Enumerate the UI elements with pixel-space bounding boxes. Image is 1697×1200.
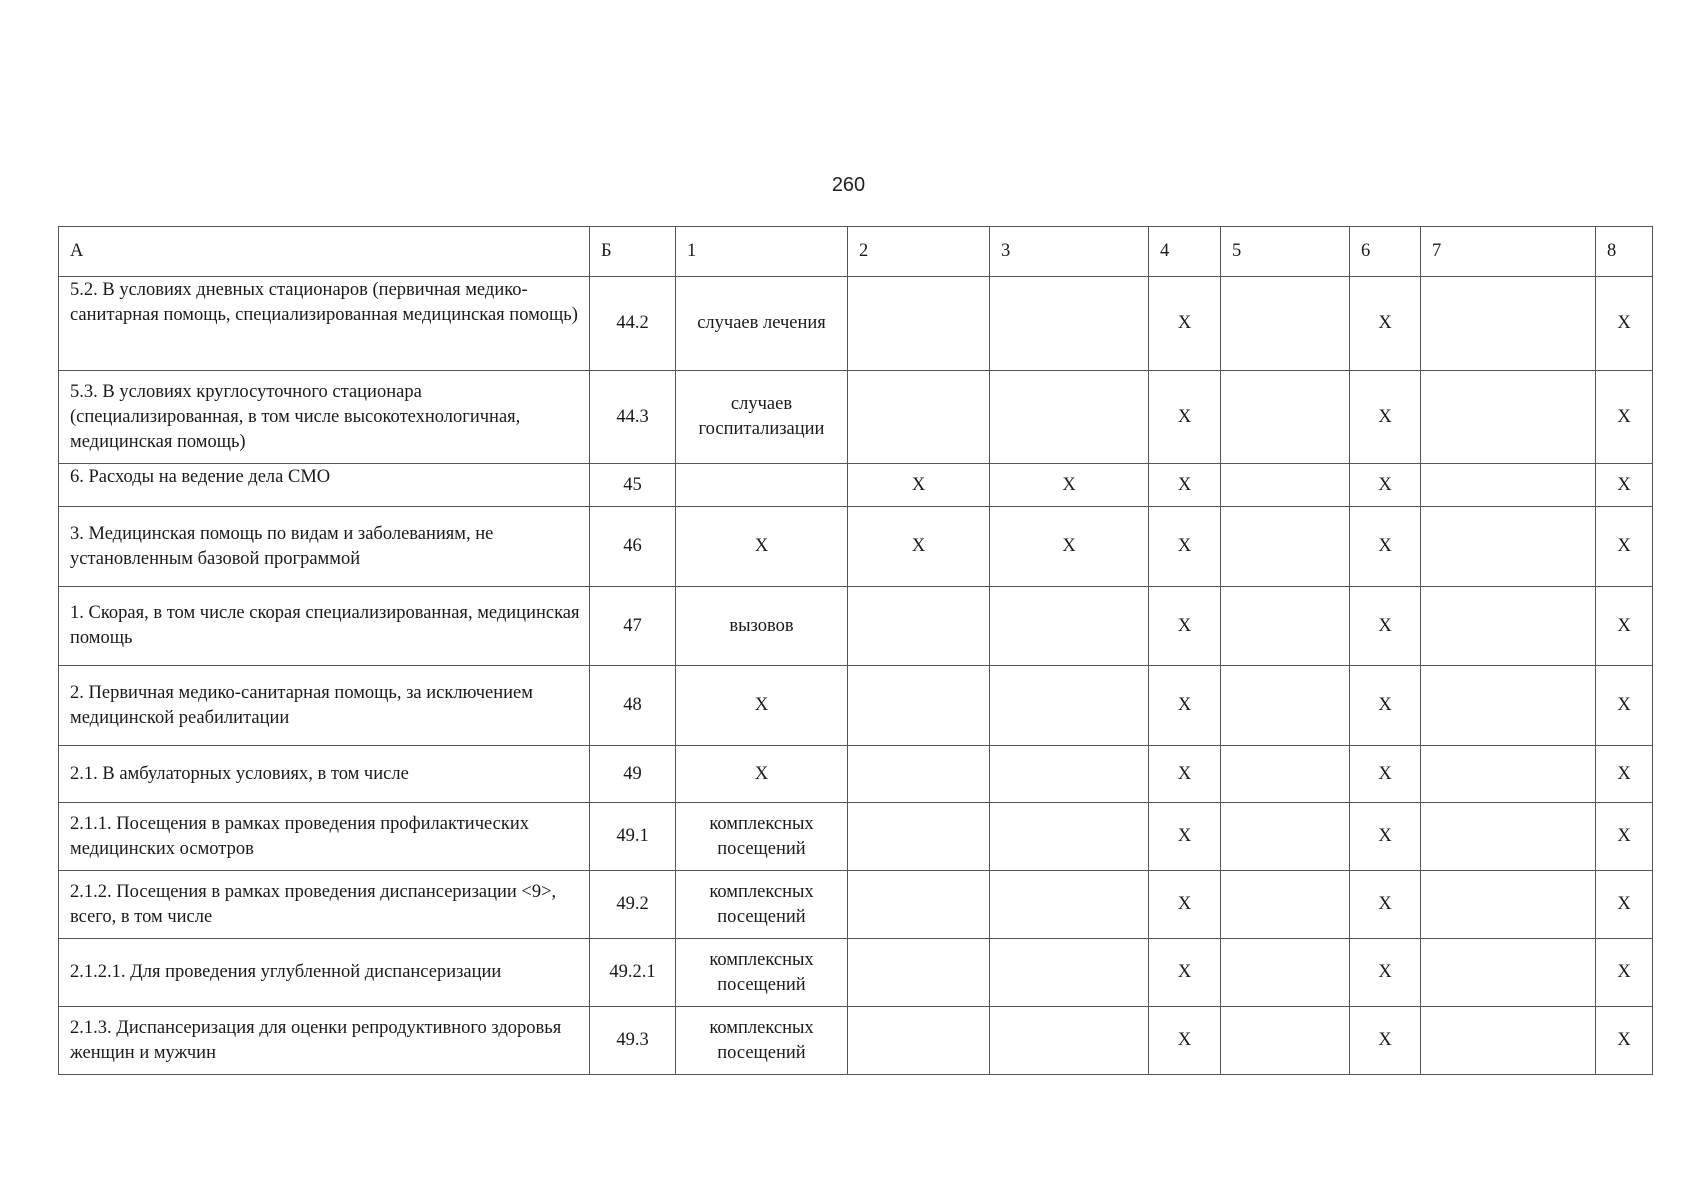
row-cell-2 [848,746,990,803]
row-cell-2 [848,277,990,371]
row-cell-2: X [848,464,990,507]
row-cell-8: X [1596,939,1653,1007]
row-cell-3 [990,277,1149,371]
row-cell-8: X [1596,507,1653,587]
header-cell-8: 8 [1596,227,1653,277]
row-label: 6. Расходы на ведение дела СМО [59,464,590,507]
row-cell-8: X [1596,464,1653,507]
row-cell-4: X [1149,371,1221,464]
row-code: 45 [590,464,676,507]
row-cell-6: X [1350,666,1421,746]
row-cell-6: X [1350,871,1421,939]
row-cell-6: X [1350,939,1421,1007]
row-unit: комплексных посещений [676,871,848,939]
row-cell-7 [1421,277,1596,371]
row-cell-5 [1221,507,1350,587]
header-cell-a: А [59,227,590,277]
row-cell-8: X [1596,871,1653,939]
row-code: 49.1 [590,803,676,871]
header-cell-7: 7 [1421,227,1596,277]
row-cell-3 [990,939,1149,1007]
row-code: 49.3 [590,1007,676,1075]
table-row [59,939,1653,1007]
row-cell-4: X [1149,871,1221,939]
row-cell-5 [1221,666,1350,746]
row-cell-5 [1221,277,1350,371]
row-label: 2.1.3. Диспансеризация для оценки репродуктивного здоровья женщин и мужчин [59,1007,590,1075]
table-row [59,371,1653,464]
row-cell-4: X [1149,746,1221,803]
row-cell-5 [1221,939,1350,1007]
row-cell-7 [1421,666,1596,746]
row-cell-7 [1421,871,1596,939]
row-cell-3 [990,587,1149,666]
row-cell-2: X [848,507,990,587]
row-cell-5 [1221,803,1350,871]
row-label: 2.1.1. Посещения в рамках проведения профилактических медицинских осмотров [59,803,590,871]
row-unit: X [676,746,848,803]
row-code: 49 [590,746,676,803]
row-unit: комплексных посещений [676,1007,848,1075]
row-cell-4: X [1149,1007,1221,1075]
row-cell-7 [1421,507,1596,587]
row-cell-4: X [1149,803,1221,871]
table-row [59,803,1653,871]
row-cell-7 [1421,939,1596,1007]
row-cell-7 [1421,1007,1596,1075]
row-cell-4: X [1149,587,1221,666]
data-table [58,226,1653,1075]
row-cell-4: X [1149,939,1221,1007]
row-cell-7 [1421,371,1596,464]
header-cell-6: 6 [1350,227,1421,277]
row-cell-6: X [1350,587,1421,666]
row-cell-4: X [1149,464,1221,507]
row-cell-6: X [1350,803,1421,871]
row-cell-6: X [1350,371,1421,464]
row-unit [676,464,848,507]
row-code: 44.3 [590,371,676,464]
row-code: 49.2.1 [590,939,676,1007]
row-cell-8: X [1596,1007,1653,1075]
row-cell-7 [1421,587,1596,666]
row-unit: X [676,666,848,746]
row-cell-5 [1221,1007,1350,1075]
row-cell-7 [1421,464,1596,507]
row-cell-3: X [990,464,1149,507]
row-cell-4: X [1149,666,1221,746]
row-unit: вызовов [676,587,848,666]
row-cell-3 [990,803,1149,871]
row-cell-2 [848,666,990,746]
row-label: 5.3. В условиях круглосуточного стационара (специализированная, в том числе высокотехнологичная, медицинская помощь) [59,371,590,464]
row-label: 2.1.2.1. Для проведения углубленной диспансеризации [59,939,590,1007]
row-cell-8: X [1596,277,1653,371]
header-cell-2: 2 [848,227,990,277]
row-cell-3 [990,666,1149,746]
table-row [59,507,1653,587]
row-cell-2 [848,803,990,871]
header-cell-3: 3 [990,227,1149,277]
table-row [59,464,1653,507]
row-unit: случаев госпитализации [676,371,848,464]
row-label: 2.1.2. Посещения в рамках проведения диспансеризации <9>, всего, в том числе [59,871,590,939]
row-cell-6: X [1350,1007,1421,1075]
row-cell-3 [990,871,1149,939]
row-label: 2.1. В амбулаторных условиях, в том числе [59,746,590,803]
table-row [59,587,1653,666]
row-unit: комплексных посещений [676,803,848,871]
row-code: 49.2 [590,871,676,939]
table-row [59,746,1653,803]
header-cell-5: 5 [1221,227,1350,277]
row-cell-2 [848,939,990,1007]
row-cell-5 [1221,746,1350,803]
page-number: 260 [831,174,866,196]
row-cell-2 [848,871,990,939]
row-cell-4: X [1149,277,1221,371]
header-cell-4: 4 [1149,227,1221,277]
row-cell-7 [1421,746,1596,803]
row-code: 46 [590,507,676,587]
row-cell-8: X [1596,803,1653,871]
row-cell-4: X [1149,507,1221,587]
header-cell-1: 1 [676,227,848,277]
row-cell-5 [1221,587,1350,666]
row-cell-3 [990,746,1149,803]
row-cell-6: X [1350,464,1421,507]
table-row [59,1007,1653,1075]
header-cell-b: Б [590,227,676,277]
table-row [59,666,1653,746]
row-cell-7 [1421,803,1596,871]
row-cell-2 [848,1007,990,1075]
row-code: 47 [590,587,676,666]
row-unit: комплексных посещений [676,939,848,1007]
row-cell-5 [1221,871,1350,939]
row-label: 1. Скорая, в том числе скорая специализированная, медицинская помощь [59,587,590,666]
row-label: 2. Первичная медико-санитарная помощь, за исключением медицинской реабилитации [59,666,590,746]
row-cell-8: X [1596,666,1653,746]
row-cell-6: X [1350,746,1421,803]
table-row [59,871,1653,939]
row-cell-3 [990,1007,1149,1075]
row-unit: X [676,507,848,587]
row-cell-6: X [1350,277,1421,371]
row-cell-6: X [1350,507,1421,587]
row-cell-3 [990,371,1149,464]
row-cell-3: X [990,507,1149,587]
row-unit: случаев лечения [676,277,848,371]
row-cell-8: X [1596,746,1653,803]
row-cell-5 [1221,464,1350,507]
row-cell-8: X [1596,587,1653,666]
row-code: 44.2 [590,277,676,371]
row-label: 3. Медицинская помощь по видам и заболеваниям, не установленным базовой программой [59,507,590,587]
row-cell-2 [848,587,990,666]
row-cell-2 [848,371,990,464]
row-cell-8: X [1596,371,1653,464]
row-label: 5.2. В условиях дневных стационаров (первичная медико-санитарная помощь, специализированная медицинская помощь) [59,277,590,371]
table-row [59,277,1653,371]
row-cell-5 [1221,371,1350,464]
row-code: 48 [590,666,676,746]
header-row [59,227,1653,277]
